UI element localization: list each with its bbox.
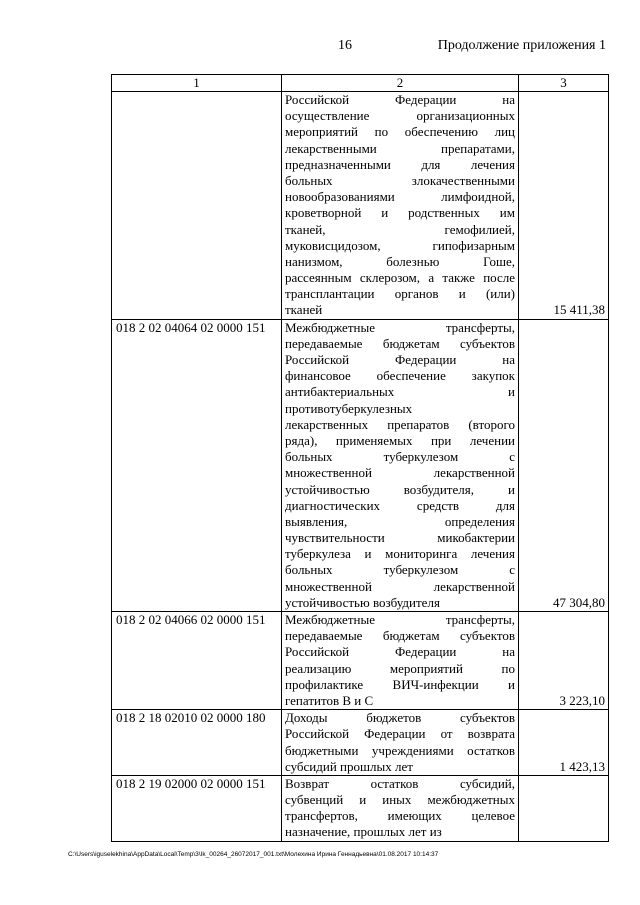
description-line: противотуберкулезных — [285, 400, 413, 416]
description-line: Возврат остатков субсидий, — [285, 775, 515, 791]
description-line: выявления, определения — [285, 513, 515, 529]
description-line: профилактике ВИЧ-инфекции и — [285, 676, 515, 692]
description-line: Доходы бюджетов субъектов — [285, 710, 515, 726]
description-line: Межбюджетные трансферты, — [285, 319, 515, 335]
description-line: передаваемые бюджетам субъектов — [285, 335, 515, 351]
description-line: трансфертов, имеющих целевое — [285, 808, 515, 824]
description-line: предназначенными для лечения — [285, 156, 515, 172]
description-line: тканей — [285, 302, 323, 318]
description-line: тканей, гемофилией, — [285, 221, 515, 237]
description-line: передаваемые бюджетам субъектов — [285, 628, 515, 644]
description-line: Российской Федерации на — [285, 644, 515, 660]
description-line: антибактериальных и — [285, 384, 515, 400]
description-line: мероприятий по обеспечению лиц — [285, 124, 515, 140]
amount-cell: 3 223,10 — [519, 612, 609, 710]
column-header-2: 2 — [282, 75, 519, 92]
budget-code-cell: 018 2 02 04064 02 0000 151 — [112, 319, 282, 611]
description-cell — [282, 612, 519, 710]
budget-code-cell: 018 2 19 02000 02 0000 151 — [112, 775, 282, 841]
description-line: новообразованиями лимфоидной, — [285, 189, 515, 205]
description-line: субвенций и иных межбюджетных — [285, 792, 515, 808]
description-line: чувствительности микобактерии — [285, 530, 515, 546]
description-line: Российской Федерации от возврата — [285, 726, 515, 742]
description-line: осуществление организационных — [285, 108, 515, 124]
table-row — [112, 319, 609, 611]
amount-cell: 1 423,13 — [519, 710, 609, 776]
table-row — [112, 710, 609, 776]
description-line: больных туберкулезом с — [285, 449, 515, 465]
budget-code-cell: 018 2 02 04066 02 0000 151 — [112, 612, 282, 710]
description-line: бюджетными учреждениями остатков — [285, 742, 515, 758]
description-line: гепатитов В и С — [285, 692, 374, 708]
description-line: нанизмом, болезнью Гоше, — [285, 253, 515, 269]
description-line: реализацию мероприятий по — [285, 660, 515, 676]
budget-code-cell: 018 2 18 02010 02 0000 180 — [112, 710, 282, 776]
description-line: множественной лекарственной — [285, 465, 515, 481]
description-cell — [282, 710, 519, 776]
description-cell — [282, 775, 519, 841]
table-body — [112, 92, 609, 842]
description-line: диагностических средств для — [285, 497, 515, 513]
description-line: устойчивостью возбудителя, и — [285, 481, 515, 497]
description-line: Российской Федерации на — [285, 352, 515, 367]
budget-table — [111, 74, 609, 842]
description-line: Российской Федерации на — [285, 92, 515, 107]
appendix-continuation-label: Продолжение приложения 1 — [437, 38, 606, 53]
description-line: субсидий прошлых лет — [285, 758, 413, 774]
description-line: кроветворной и родственных им — [285, 205, 515, 221]
description-line: больных туберкулезом с — [285, 562, 515, 578]
description-line: трансплантации органов и (или) — [285, 286, 515, 302]
description-line: рассеянным склерозом, а также после — [285, 270, 515, 286]
budget-code-cell — [112, 92, 282, 320]
description-line: больных злокачественными — [285, 172, 515, 188]
footer-file-path: C:\Users\iguselekhina\AppData\Local\Temp\3\Ik_00264_26072017_001.txt\Молехина Ирина Геннадьевна\01.08.2017 10:14:37 — [68, 851, 439, 858]
column-number-row — [112, 75, 609, 92]
table-row — [112, 612, 609, 710]
amount-cell — [519, 775, 609, 841]
column-header-1: 1 — [112, 75, 282, 92]
description-line: Межбюджетные трансферты, — [285, 612, 515, 627]
description-cell — [282, 92, 519, 320]
description-line: ряда), применяемых при лечении — [285, 432, 515, 448]
description-line: туберкулеза и мониторинга лечения — [285, 546, 515, 562]
table-row — [112, 92, 609, 320]
description-line: назначение, прошлых лет из — [285, 824, 442, 840]
description-line: муковисцидозом, гипофизарным — [285, 237, 515, 253]
description-line: финансовое обеспечение закупок — [285, 368, 515, 384]
description-line: множественной лекарственной — [285, 578, 515, 594]
description-line: устойчивостью возбудителя — [285, 594, 440, 610]
description-line: лекарственными препаратами, — [285, 140, 515, 156]
amount-cell: 47 304,80 — [519, 319, 609, 611]
table-row — [112, 775, 609, 841]
page-number: 16 — [338, 38, 352, 53]
description-cell — [282, 319, 519, 611]
description-line: лекарственных препаратов (второго — [285, 416, 515, 432]
amount-cell: 15 411,38 — [519, 92, 609, 320]
column-header-3: 3 — [519, 75, 609, 92]
